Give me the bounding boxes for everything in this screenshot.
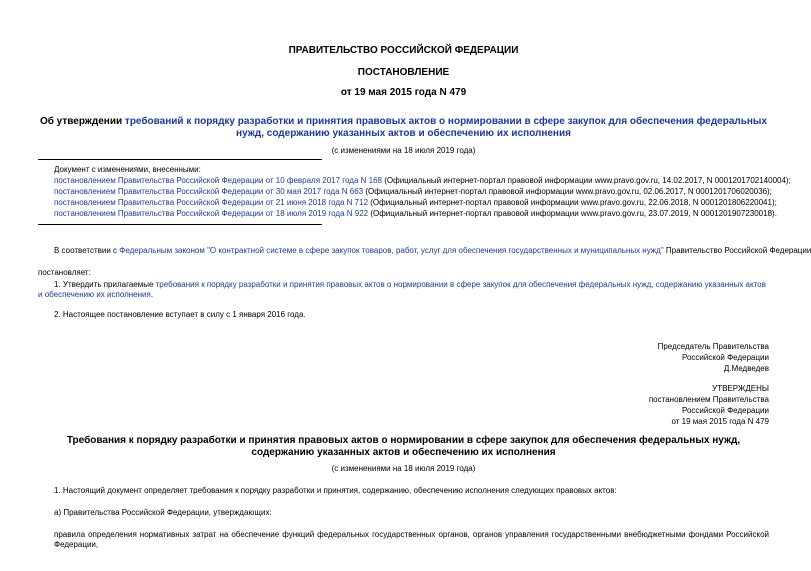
change-link[interactable]: постановлением Правительства Российской Федерации от 18 июля 2019 года N 922 <box>54 209 369 218</box>
divider-top <box>38 159 322 160</box>
change-source: (Официальный интернет-портал правовой информации www.pravo.gov.ru, 23.07.2019, N 0001201907230018). <box>368 209 777 218</box>
requirements-edition-note: (с изменениями на 18 июля 2019 года) <box>331 464 476 473</box>
signature-position: Председатель Правительства <box>657 342 769 351</box>
approved-date: от 19 мая 2015 года N 479 <box>671 417 769 426</box>
item-1-paragraph <box>38 280 769 300</box>
approved-country: Российской Федерации <box>682 406 769 415</box>
divider-bottom <box>38 224 322 225</box>
change-source: (Официальный интернет-портал правовой информации www.pravo.gov.ru, 02.06.2017, N 0001201706020036); <box>363 187 772 196</box>
title-prefix: Об утверждении <box>39 116 125 127</box>
date-number: от 19 мая 2015 года N 479 <box>340 87 467 98</box>
government-heading: ПРАВИТЕЛЬСТВО РОССИЙСКОЙ ФЕДЕРАЦИИ <box>288 45 519 56</box>
requirements-link[interactable]: требования к порядку разработки и принятия правовых актов о нормировании в сфере закупок для обеспечения федеральных нужд, содержанию указанных актов и обеспечению их исполнения <box>38 280 766 299</box>
item-1-suffix: . <box>150 290 154 299</box>
basis-paragraph <box>54 246 811 256</box>
basis-prefix: В соответствии с <box>54 246 120 255</box>
title-requirements-link[interactable]: требований к порядку разработки и принятия правовых актов о нормировании в сфере закупок для обеспечения федеральных нужд, содержанию указанных актов и обеспечению их исполнения <box>124 116 768 139</box>
signature-country: Российской Федерации <box>682 353 769 362</box>
approved-heading: УТВЕРЖДЕНЫ <box>712 384 769 393</box>
change-item <box>54 209 777 219</box>
resolves-text: постановляет: <box>38 268 91 277</box>
approved-by: постановлением Правительства <box>648 395 769 404</box>
requirements-title: Требования к порядку разработки и принятия правовых актов о нормировании в сфере закупок для обеспечения федеральных нужд, содержанию указанных актов и обеспечению их исполнения <box>66 435 741 458</box>
changes-intro: Документ с изменениями, внесенными: <box>54 165 201 174</box>
federal-law-link[interactable]: Федеральным законом "О контрактной системе в сфере закупок товаров, работ, услуг для обеспечения государственных и муниципальных нужд" <box>119 246 664 255</box>
title-edition-note: (с изменениями на 18 июля 2019 года) <box>331 146 476 155</box>
change-item <box>54 187 772 197</box>
item-2-paragraph: 2. Настоящее постановление вступает в силу с 1 января 2016 года. <box>54 310 306 319</box>
item-1-prefix: 1. Утвердить прилагаемые <box>54 280 156 289</box>
change-link[interactable]: постановлением Правительства Российской Федерации от 10 февраля 2017 года N 168 <box>54 176 382 185</box>
doc-type-heading: ПОСТАНОВЛЕНИЕ <box>357 67 450 78</box>
change-item <box>54 198 777 208</box>
document-title <box>38 116 769 140</box>
change-item <box>54 176 791 186</box>
signature-name: Д.Медведев <box>723 364 769 373</box>
change-link[interactable]: постановлением Правительства Российской Федерации от 30 мая 2017 года N 663 <box>54 187 364 196</box>
change-source: (Официальный интернет-портал правовой информации www.pravo.gov.ru, 22.06.2018, N 0001201806220041); <box>368 198 777 207</box>
basis-suffix: Правительство Российской Федерации <box>663 246 811 255</box>
requirements-paragraph-1: 1. Настоящий документ определяет требования к порядку разработки и принятия, содержанию, обеспечению исполнения следующих правовых актов: <box>54 486 617 495</box>
requirements-paragraph-3: правила определения нормативных затрат на обеспечение функций федеральных государственных органов, органов управления государственными внебюджетными фондами Российской Федерации, <box>54 530 769 549</box>
change-link[interactable]: постановлением Правительства Российской Федерации от 21 июня 2018 года N 712 <box>54 198 369 207</box>
change-source: (Официальный интернет-портал правовой информации www.pravo.gov.ru, 14.02.2017, N 0001201702140004); <box>382 176 791 185</box>
requirements-paragraph-2: а) Правительства Российской Федерации, утверждающих: <box>54 508 272 517</box>
